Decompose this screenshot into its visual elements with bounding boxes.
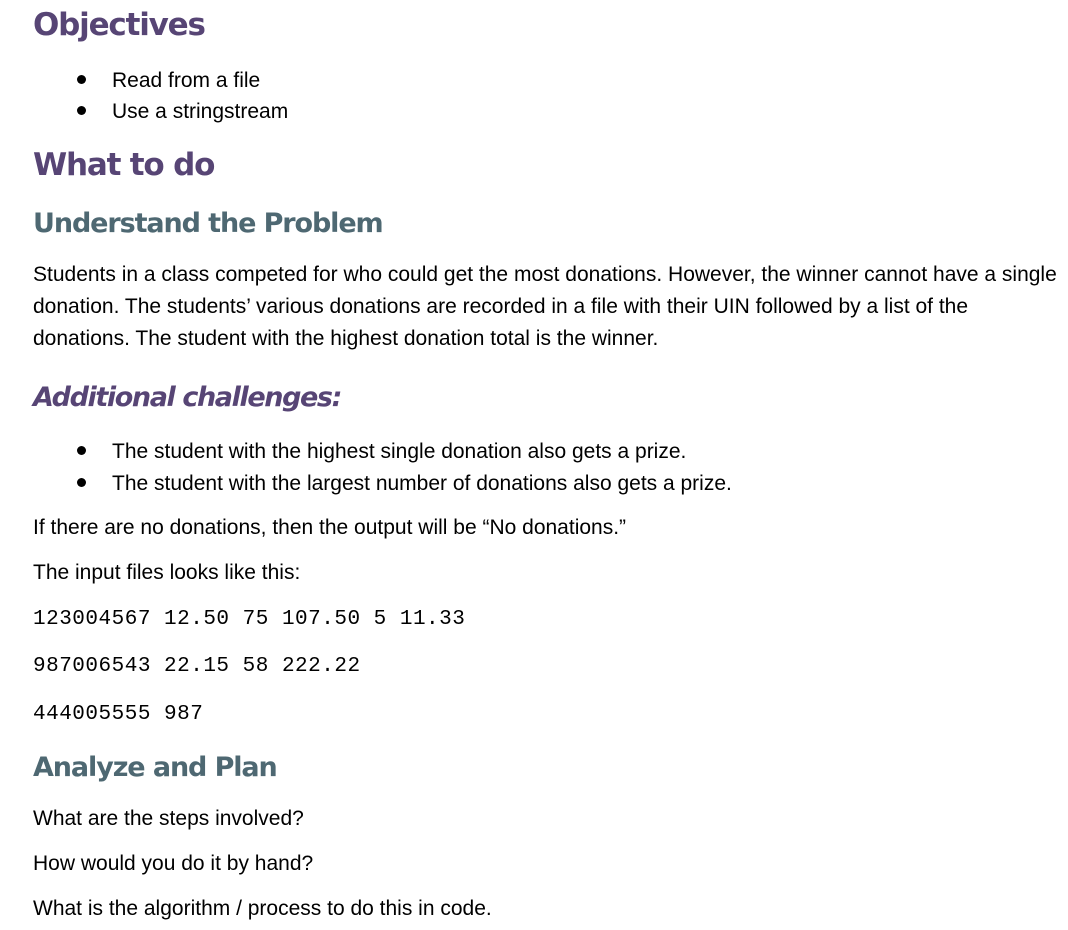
- challenge-item: The student with the highest single donation also gets a prize.: [112, 440, 687, 463]
- objective-item: Use a stringstream: [112, 100, 289, 123]
- analyze-heading: Analyze and Plan: [33, 752, 277, 783]
- analyze-question: What are the steps involved?: [33, 807, 304, 830]
- challenges-heading: Additional challenges:: [33, 382, 341, 413]
- input-line: 444005555 987: [33, 703, 204, 726]
- bullet-icon: [77, 478, 86, 487]
- bullet-icon: [77, 446, 86, 455]
- objective-item: Read from a file: [112, 69, 261, 92]
- understand-heading: Understand the Problem: [33, 208, 383, 239]
- no-donations-text: If there are no donations, then the output will be “No donations.”: [33, 516, 627, 539]
- challenge-item: The student with the largest number of donations also gets a prize.: [112, 472, 732, 495]
- input-line: 123004567 12.50 75 107.50 5 11.33: [33, 608, 466, 631]
- problem-paragraph: Students in a class competed for who could get the most donations. However, the winner cannot have a single donation. The students’ various donations are recorded in a file with their UIN followed by a list of the donations. The student with the highest donation total is the winner.: [33, 263, 1057, 350]
- bullet-icon: [77, 75, 86, 84]
- bullet-icon: [77, 106, 86, 115]
- what-to-do-heading: What to do: [33, 147, 215, 183]
- input-intro-text: The input files looks like this:: [33, 561, 301, 584]
- analyze-question: What is the algorithm / process to do this in code.: [33, 897, 492, 920]
- analyze-question: How would you do it by hand?: [33, 852, 314, 875]
- input-line: 987006543 22.15 58 222.22: [33, 655, 361, 678]
- objectives-heading: Objectives: [33, 7, 205, 43]
